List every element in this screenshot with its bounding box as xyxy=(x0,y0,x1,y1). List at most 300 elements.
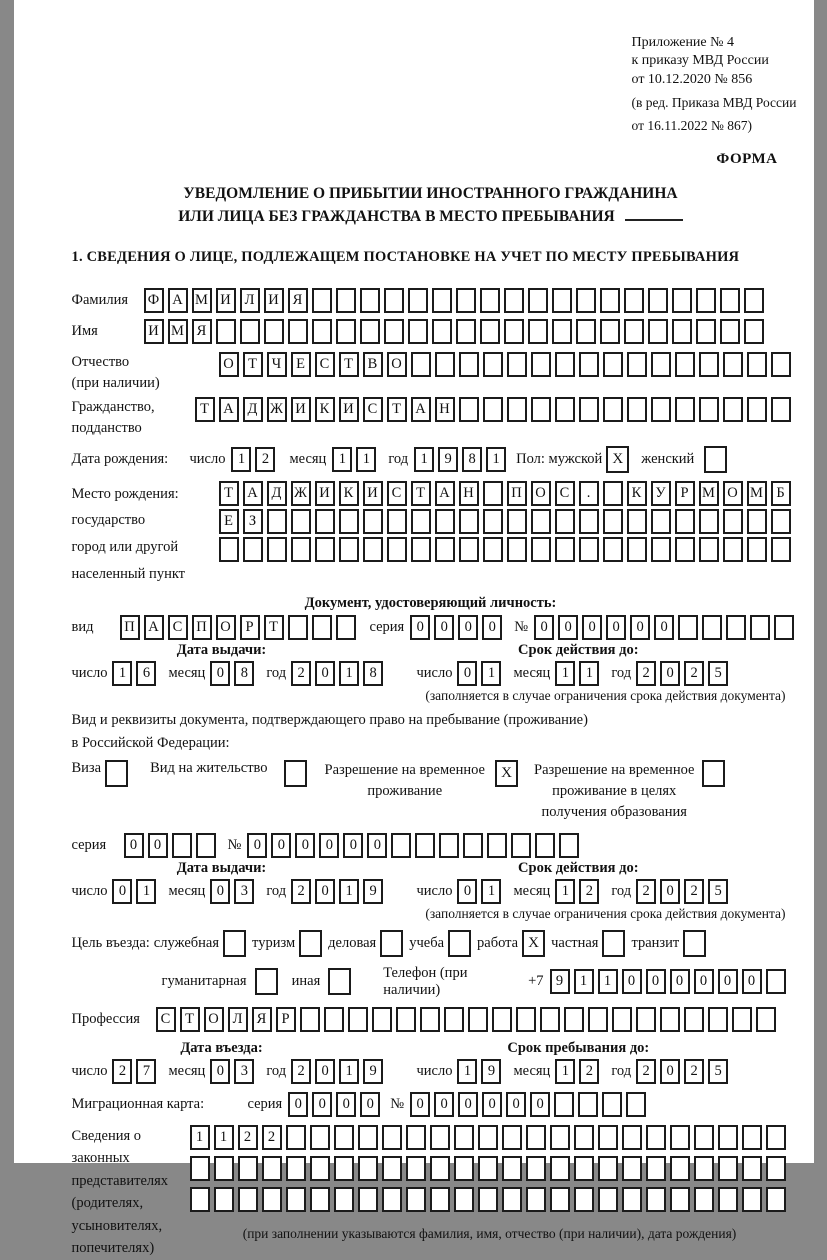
char-cell[interactable] xyxy=(576,319,596,344)
char-cell[interactable]: 3 xyxy=(234,1059,254,1084)
char-cell[interactable] xyxy=(288,615,308,640)
char-cell[interactable] xyxy=(454,1125,474,1150)
char-cell[interactable]: 0 xyxy=(606,615,626,640)
char-cell[interactable]: 8 xyxy=(363,661,383,686)
char-cell[interactable]: 5 xyxy=(708,879,728,904)
edu-permit-checkbox[interactable] xyxy=(702,760,725,787)
residence-expiry-month[interactable] xyxy=(555,879,603,904)
char-cell[interactable] xyxy=(750,615,770,640)
char-cell[interactable] xyxy=(774,615,794,640)
char-cell[interactable]: 0 xyxy=(410,615,430,640)
char-cell[interactable]: С xyxy=(387,481,407,506)
char-cell[interactable]: О xyxy=(723,481,743,506)
char-cell[interactable]: С xyxy=(315,352,335,377)
purpose-checkbox[interactable]: X xyxy=(522,930,545,957)
char-cell[interactable] xyxy=(336,319,356,344)
char-cell[interactable] xyxy=(363,537,383,562)
char-cell[interactable] xyxy=(190,1156,210,1181)
representatives-row2[interactable] xyxy=(190,1156,790,1181)
char-cell[interactable]: 2 xyxy=(579,1059,599,1084)
char-cell[interactable] xyxy=(702,615,722,640)
purpose-checkbox[interactable] xyxy=(602,930,625,957)
char-cell[interactable]: С xyxy=(555,481,575,506)
char-cell[interactable] xyxy=(603,509,623,534)
char-cell[interactable]: 0 xyxy=(271,833,291,858)
char-cell[interactable] xyxy=(574,1156,594,1181)
char-cell[interactable] xyxy=(550,1187,570,1212)
char-cell[interactable]: 0 xyxy=(530,1092,550,1117)
entry-year[interactable] xyxy=(291,1059,387,1084)
char-cell[interactable] xyxy=(411,352,431,377)
char-cell[interactable] xyxy=(444,1007,464,1032)
surname-input[interactable] xyxy=(144,288,768,313)
char-cell[interactable] xyxy=(699,537,719,562)
char-cell[interactable] xyxy=(646,1156,666,1181)
char-cell[interactable] xyxy=(744,288,764,313)
char-cell[interactable] xyxy=(603,397,623,422)
char-cell[interactable]: 0 xyxy=(694,969,714,994)
char-cell[interactable] xyxy=(415,833,435,858)
char-cell[interactable] xyxy=(574,1125,594,1150)
doc-number-input[interactable] xyxy=(534,615,798,640)
char-cell[interactable] xyxy=(528,288,548,313)
char-cell[interactable] xyxy=(324,1007,344,1032)
char-cell[interactable] xyxy=(648,319,668,344)
char-cell[interactable] xyxy=(675,509,695,534)
char-cell[interactable] xyxy=(552,288,572,313)
char-cell[interactable] xyxy=(310,1187,330,1212)
char-cell[interactable] xyxy=(555,397,575,422)
char-cell[interactable]: 2 xyxy=(684,879,704,904)
char-cell[interactable]: Р xyxy=(276,1007,296,1032)
char-cell[interactable] xyxy=(718,1125,738,1150)
char-cell[interactable]: 8 xyxy=(234,661,254,686)
char-cell[interactable] xyxy=(286,1187,306,1212)
char-cell[interactable] xyxy=(267,537,287,562)
char-cell[interactable]: К xyxy=(339,481,359,506)
char-cell[interactable] xyxy=(384,319,404,344)
purpose-checkbox[interactable] xyxy=(448,930,471,957)
char-cell[interactable] xyxy=(699,352,719,377)
char-cell[interactable]: Р xyxy=(675,481,695,506)
char-cell[interactable]: 5 xyxy=(708,661,728,686)
char-cell[interactable]: 9 xyxy=(438,447,458,472)
char-cell[interactable]: 0 xyxy=(315,1059,335,1084)
char-cell[interactable]: П xyxy=(507,481,527,506)
char-cell[interactable] xyxy=(771,397,791,422)
char-cell[interactable] xyxy=(315,509,335,534)
char-cell[interactable] xyxy=(742,1156,762,1181)
char-cell[interactable]: 1 xyxy=(214,1125,234,1150)
doc-issue-year[interactable] xyxy=(291,661,387,686)
char-cell[interactable] xyxy=(699,509,719,534)
char-cell[interactable] xyxy=(694,1187,714,1212)
char-cell[interactable]: 1 xyxy=(339,661,359,686)
char-cell[interactable]: 2 xyxy=(636,879,656,904)
char-cell[interactable]: 1 xyxy=(332,447,352,472)
char-cell[interactable] xyxy=(726,615,746,640)
char-cell[interactable] xyxy=(463,833,483,858)
char-cell[interactable] xyxy=(432,319,452,344)
char-cell[interactable] xyxy=(435,537,455,562)
char-cell[interactable] xyxy=(555,509,575,534)
purpose-checkbox[interactable] xyxy=(380,930,403,957)
char-cell[interactable] xyxy=(766,1187,786,1212)
char-cell[interactable]: 0 xyxy=(295,833,315,858)
char-cell[interactable]: 0 xyxy=(582,615,602,640)
char-cell[interactable] xyxy=(675,537,695,562)
char-cell[interactable]: И xyxy=(216,288,236,313)
char-cell[interactable] xyxy=(420,1007,440,1032)
char-cell[interactable] xyxy=(214,1187,234,1212)
char-cell[interactable]: Д xyxy=(267,481,287,506)
char-cell[interactable]: У xyxy=(651,481,671,506)
char-cell[interactable] xyxy=(391,833,411,858)
char-cell[interactable]: В xyxy=(363,352,383,377)
char-cell[interactable]: 0 xyxy=(360,1092,380,1117)
char-cell[interactable]: Б xyxy=(771,481,791,506)
char-cell[interactable] xyxy=(435,509,455,534)
char-cell[interactable] xyxy=(626,1092,646,1117)
char-cell[interactable]: 2 xyxy=(238,1125,258,1150)
char-cell[interactable]: Н xyxy=(435,397,455,422)
char-cell[interactable] xyxy=(696,288,716,313)
char-cell[interactable] xyxy=(511,833,531,858)
char-cell[interactable]: 1 xyxy=(555,1059,575,1084)
char-cell[interactable] xyxy=(576,288,596,313)
char-cell[interactable] xyxy=(411,537,431,562)
char-cell[interactable] xyxy=(478,1156,498,1181)
char-cell[interactable]: П xyxy=(192,615,212,640)
char-cell[interactable] xyxy=(694,1125,714,1150)
char-cell[interactable]: И xyxy=(339,397,359,422)
char-cell[interactable]: И xyxy=(291,397,311,422)
char-cell[interactable]: А xyxy=(168,288,188,313)
doc-issue-day[interactable] xyxy=(112,661,160,686)
char-cell[interactable]: 0 xyxy=(458,615,478,640)
char-cell[interactable]: 1 xyxy=(414,447,434,472)
char-cell[interactable]: О xyxy=(219,352,239,377)
char-cell[interactable]: 1 xyxy=(555,661,575,686)
char-cell[interactable]: 1 xyxy=(457,1059,477,1084)
char-cell[interactable]: И xyxy=(363,481,383,506)
char-cell[interactable] xyxy=(507,509,527,534)
char-cell[interactable] xyxy=(348,1007,368,1032)
char-cell[interactable] xyxy=(468,1007,488,1032)
char-cell[interactable]: 0 xyxy=(558,615,578,640)
char-cell[interactable] xyxy=(651,352,671,377)
char-cell[interactable] xyxy=(384,288,404,313)
char-cell[interactable]: 0 xyxy=(718,969,738,994)
char-cell[interactable]: 6 xyxy=(136,661,156,686)
residence-permit-checkbox[interactable] xyxy=(284,760,307,787)
char-cell[interactable] xyxy=(723,397,743,422)
entry-day[interactable] xyxy=(112,1059,160,1084)
char-cell[interactable] xyxy=(588,1007,608,1032)
char-cell[interactable] xyxy=(406,1125,426,1150)
char-cell[interactable] xyxy=(216,319,236,344)
char-cell[interactable]: О xyxy=(387,352,407,377)
char-cell[interactable] xyxy=(262,1156,282,1181)
char-cell[interactable] xyxy=(172,833,192,858)
char-cell[interactable] xyxy=(286,1125,306,1150)
char-cell[interactable]: К xyxy=(315,397,335,422)
char-cell[interactable]: 0 xyxy=(367,833,387,858)
char-cell[interactable] xyxy=(670,1187,690,1212)
char-cell[interactable]: 0 xyxy=(622,969,642,994)
doc-expiry-year[interactable] xyxy=(636,661,732,686)
char-cell[interactable] xyxy=(387,509,407,534)
char-cell[interactable] xyxy=(334,1156,354,1181)
char-cell[interactable] xyxy=(732,1007,752,1032)
char-cell[interactable] xyxy=(238,1156,258,1181)
char-cell[interactable]: А xyxy=(219,397,239,422)
purpose-checkbox[interactable] xyxy=(683,930,706,957)
char-cell[interactable] xyxy=(483,352,503,377)
sex-male-checkbox[interactable]: X xyxy=(606,446,629,473)
char-cell[interactable] xyxy=(579,509,599,534)
char-cell[interactable] xyxy=(459,509,479,534)
char-cell[interactable] xyxy=(603,537,623,562)
char-cell[interactable] xyxy=(771,352,791,377)
doc-issue-month[interactable] xyxy=(210,661,258,686)
char-cell[interactable]: Т xyxy=(411,481,431,506)
char-cell[interactable] xyxy=(387,537,407,562)
char-cell[interactable] xyxy=(670,1156,690,1181)
char-cell[interactable] xyxy=(651,509,671,534)
representatives-row3[interactable] xyxy=(190,1187,790,1212)
char-cell[interactable]: 0 xyxy=(410,1092,430,1117)
sex-female-checkbox[interactable] xyxy=(704,446,727,473)
char-cell[interactable]: 1 xyxy=(136,879,156,904)
char-cell[interactable] xyxy=(756,1007,776,1032)
birth-year-input[interactable] xyxy=(414,447,510,472)
birth-place-row2[interactable] xyxy=(219,509,795,534)
char-cell[interactable]: Т xyxy=(264,615,284,640)
char-cell[interactable] xyxy=(602,1092,622,1117)
char-cell[interactable] xyxy=(579,537,599,562)
char-cell[interactable] xyxy=(660,1007,680,1032)
char-cell[interactable] xyxy=(723,352,743,377)
char-cell[interactable] xyxy=(240,319,260,344)
char-cell[interactable] xyxy=(502,1187,522,1212)
char-cell[interactable] xyxy=(459,352,479,377)
char-cell[interactable] xyxy=(646,1187,666,1212)
char-cell[interactable]: 1 xyxy=(339,1059,359,1084)
char-cell[interactable]: 0 xyxy=(630,615,650,640)
char-cell[interactable] xyxy=(504,288,524,313)
residence-expiry-day[interactable] xyxy=(457,879,505,904)
migration-series-input[interactable] xyxy=(288,1092,384,1117)
char-cell[interactable]: 0 xyxy=(434,615,454,640)
char-cell[interactable] xyxy=(531,537,551,562)
char-cell[interactable] xyxy=(555,537,575,562)
char-cell[interactable]: 2 xyxy=(262,1125,282,1150)
char-cell[interactable] xyxy=(406,1156,426,1181)
char-cell[interactable] xyxy=(600,288,620,313)
char-cell[interactable]: 0 xyxy=(646,969,666,994)
char-cell[interactable] xyxy=(456,288,476,313)
char-cell[interactable] xyxy=(300,1007,320,1032)
char-cell[interactable] xyxy=(720,319,740,344)
char-cell[interactable]: Р xyxy=(240,615,260,640)
char-cell[interactable]: И xyxy=(264,288,284,313)
char-cell[interactable] xyxy=(636,1007,656,1032)
char-cell[interactable]: 1 xyxy=(339,879,359,904)
char-cell[interactable] xyxy=(312,615,332,640)
char-cell[interactable] xyxy=(651,537,671,562)
char-cell[interactable]: 1 xyxy=(486,447,506,472)
char-cell[interactable] xyxy=(288,319,308,344)
char-cell[interactable] xyxy=(598,1156,618,1181)
purpose-checkbox[interactable] xyxy=(255,968,278,995)
char-cell[interactable] xyxy=(531,509,551,534)
char-cell[interactable] xyxy=(627,509,647,534)
char-cell[interactable]: Д xyxy=(243,397,263,422)
char-cell[interactable] xyxy=(651,397,671,422)
char-cell[interactable]: 0 xyxy=(315,879,335,904)
char-cell[interactable]: З xyxy=(243,509,263,534)
profession-input[interactable] xyxy=(156,1007,780,1032)
char-cell[interactable]: 9 xyxy=(481,1059,501,1084)
char-cell[interactable]: Т xyxy=(243,352,263,377)
char-cell[interactable] xyxy=(598,1125,618,1150)
char-cell[interactable] xyxy=(720,288,740,313)
char-cell[interactable]: 0 xyxy=(458,1092,478,1117)
name-input[interactable] xyxy=(144,319,768,344)
birth-place-row3[interactable] xyxy=(219,537,795,562)
char-cell[interactable] xyxy=(550,1125,570,1150)
purpose-checkbox[interactable] xyxy=(328,968,351,995)
char-cell[interactable]: 0 xyxy=(112,879,132,904)
char-cell[interactable]: 1 xyxy=(598,969,618,994)
char-cell[interactable] xyxy=(360,288,380,313)
char-cell[interactable]: 1 xyxy=(481,879,501,904)
char-cell[interactable] xyxy=(627,397,647,422)
char-cell[interactable] xyxy=(267,509,287,534)
char-cell[interactable] xyxy=(478,1187,498,1212)
char-cell[interactable]: 0 xyxy=(660,661,680,686)
char-cell[interactable] xyxy=(554,1092,574,1117)
char-cell[interactable]: 2 xyxy=(636,1059,656,1084)
char-cell[interactable] xyxy=(579,397,599,422)
char-cell[interactable] xyxy=(339,509,359,534)
char-cell[interactable]: К xyxy=(627,481,647,506)
char-cell[interactable]: А xyxy=(144,615,164,640)
char-cell[interactable] xyxy=(382,1187,402,1212)
char-cell[interactable]: М xyxy=(747,481,767,506)
char-cell[interactable]: 7 xyxy=(136,1059,156,1084)
char-cell[interactable] xyxy=(456,319,476,344)
char-cell[interactable] xyxy=(262,1187,282,1212)
char-cell[interactable]: Я xyxy=(288,288,308,313)
char-cell[interactable] xyxy=(504,319,524,344)
char-cell[interactable] xyxy=(459,397,479,422)
char-cell[interactable] xyxy=(718,1156,738,1181)
char-cell[interactable] xyxy=(430,1156,450,1181)
char-cell[interactable] xyxy=(535,833,555,858)
char-cell[interactable] xyxy=(771,537,791,562)
char-cell[interactable] xyxy=(310,1125,330,1150)
char-cell[interactable]: С xyxy=(156,1007,176,1032)
char-cell[interactable]: 0 xyxy=(124,833,144,858)
char-cell[interactable] xyxy=(708,1007,728,1032)
char-cell[interactable] xyxy=(312,288,332,313)
char-cell[interactable]: 0 xyxy=(660,1059,680,1084)
char-cell[interactable]: 0 xyxy=(457,879,477,904)
char-cell[interactable] xyxy=(243,537,263,562)
birth-day-input[interactable] xyxy=(231,447,279,472)
char-cell[interactable]: 0 xyxy=(210,1059,230,1084)
char-cell[interactable] xyxy=(408,319,428,344)
phone-input[interactable] xyxy=(550,969,790,994)
char-cell[interactable] xyxy=(480,319,500,344)
residence-issue-month[interactable] xyxy=(210,879,258,904)
char-cell[interactable] xyxy=(315,537,335,562)
char-cell[interactable] xyxy=(454,1187,474,1212)
residence-issue-day[interactable] xyxy=(112,879,160,904)
char-cell[interactable] xyxy=(507,397,527,422)
representatives-row1[interactable] xyxy=(190,1125,790,1150)
char-cell[interactable] xyxy=(694,1156,714,1181)
char-cell[interactable] xyxy=(648,288,668,313)
char-cell[interactable]: Л xyxy=(228,1007,248,1032)
char-cell[interactable] xyxy=(564,1007,584,1032)
char-cell[interactable]: М xyxy=(699,481,719,506)
char-cell[interactable] xyxy=(411,509,431,534)
char-cell[interactable] xyxy=(742,1187,762,1212)
stay-day[interactable] xyxy=(457,1059,505,1084)
char-cell[interactable]: Т xyxy=(180,1007,200,1032)
char-cell[interactable] xyxy=(312,319,332,344)
char-cell[interactable]: 2 xyxy=(291,661,311,686)
char-cell[interactable]: С xyxy=(363,397,383,422)
char-cell[interactable] xyxy=(334,1187,354,1212)
residence-series-input[interactable] xyxy=(124,833,220,858)
char-cell[interactable]: Я xyxy=(252,1007,272,1032)
char-cell[interactable]: О xyxy=(216,615,236,640)
migration-number-input[interactable] xyxy=(410,1092,650,1117)
char-cell[interactable] xyxy=(336,615,356,640)
char-cell[interactable]: 0 xyxy=(343,833,363,858)
char-cell[interactable]: 1 xyxy=(231,447,251,472)
char-cell[interactable] xyxy=(718,1187,738,1212)
char-cell[interactable] xyxy=(358,1125,378,1150)
char-cell[interactable]: 2 xyxy=(291,879,311,904)
char-cell[interactable] xyxy=(487,833,507,858)
char-cell[interactable] xyxy=(382,1125,402,1150)
char-cell[interactable] xyxy=(744,319,764,344)
char-cell[interactable]: Т xyxy=(387,397,407,422)
char-cell[interactable] xyxy=(516,1007,536,1032)
char-cell[interactable]: 0 xyxy=(482,1092,502,1117)
char-cell[interactable] xyxy=(531,352,551,377)
char-cell[interactable]: 9 xyxy=(363,879,383,904)
char-cell[interactable] xyxy=(622,1125,642,1150)
char-cell[interactable] xyxy=(339,537,359,562)
char-cell[interactable]: 0 xyxy=(660,879,680,904)
doc-series-input[interactable] xyxy=(410,615,506,640)
char-cell[interactable]: 1 xyxy=(112,661,132,686)
stay-month[interactable] xyxy=(555,1059,603,1084)
char-cell[interactable] xyxy=(291,537,311,562)
char-cell[interactable] xyxy=(492,1007,512,1032)
char-cell[interactable] xyxy=(214,1156,234,1181)
birth-month-input[interactable] xyxy=(332,447,380,472)
char-cell[interactable] xyxy=(675,397,695,422)
char-cell[interactable]: 0 xyxy=(434,1092,454,1117)
char-cell[interactable]: 0 xyxy=(457,661,477,686)
